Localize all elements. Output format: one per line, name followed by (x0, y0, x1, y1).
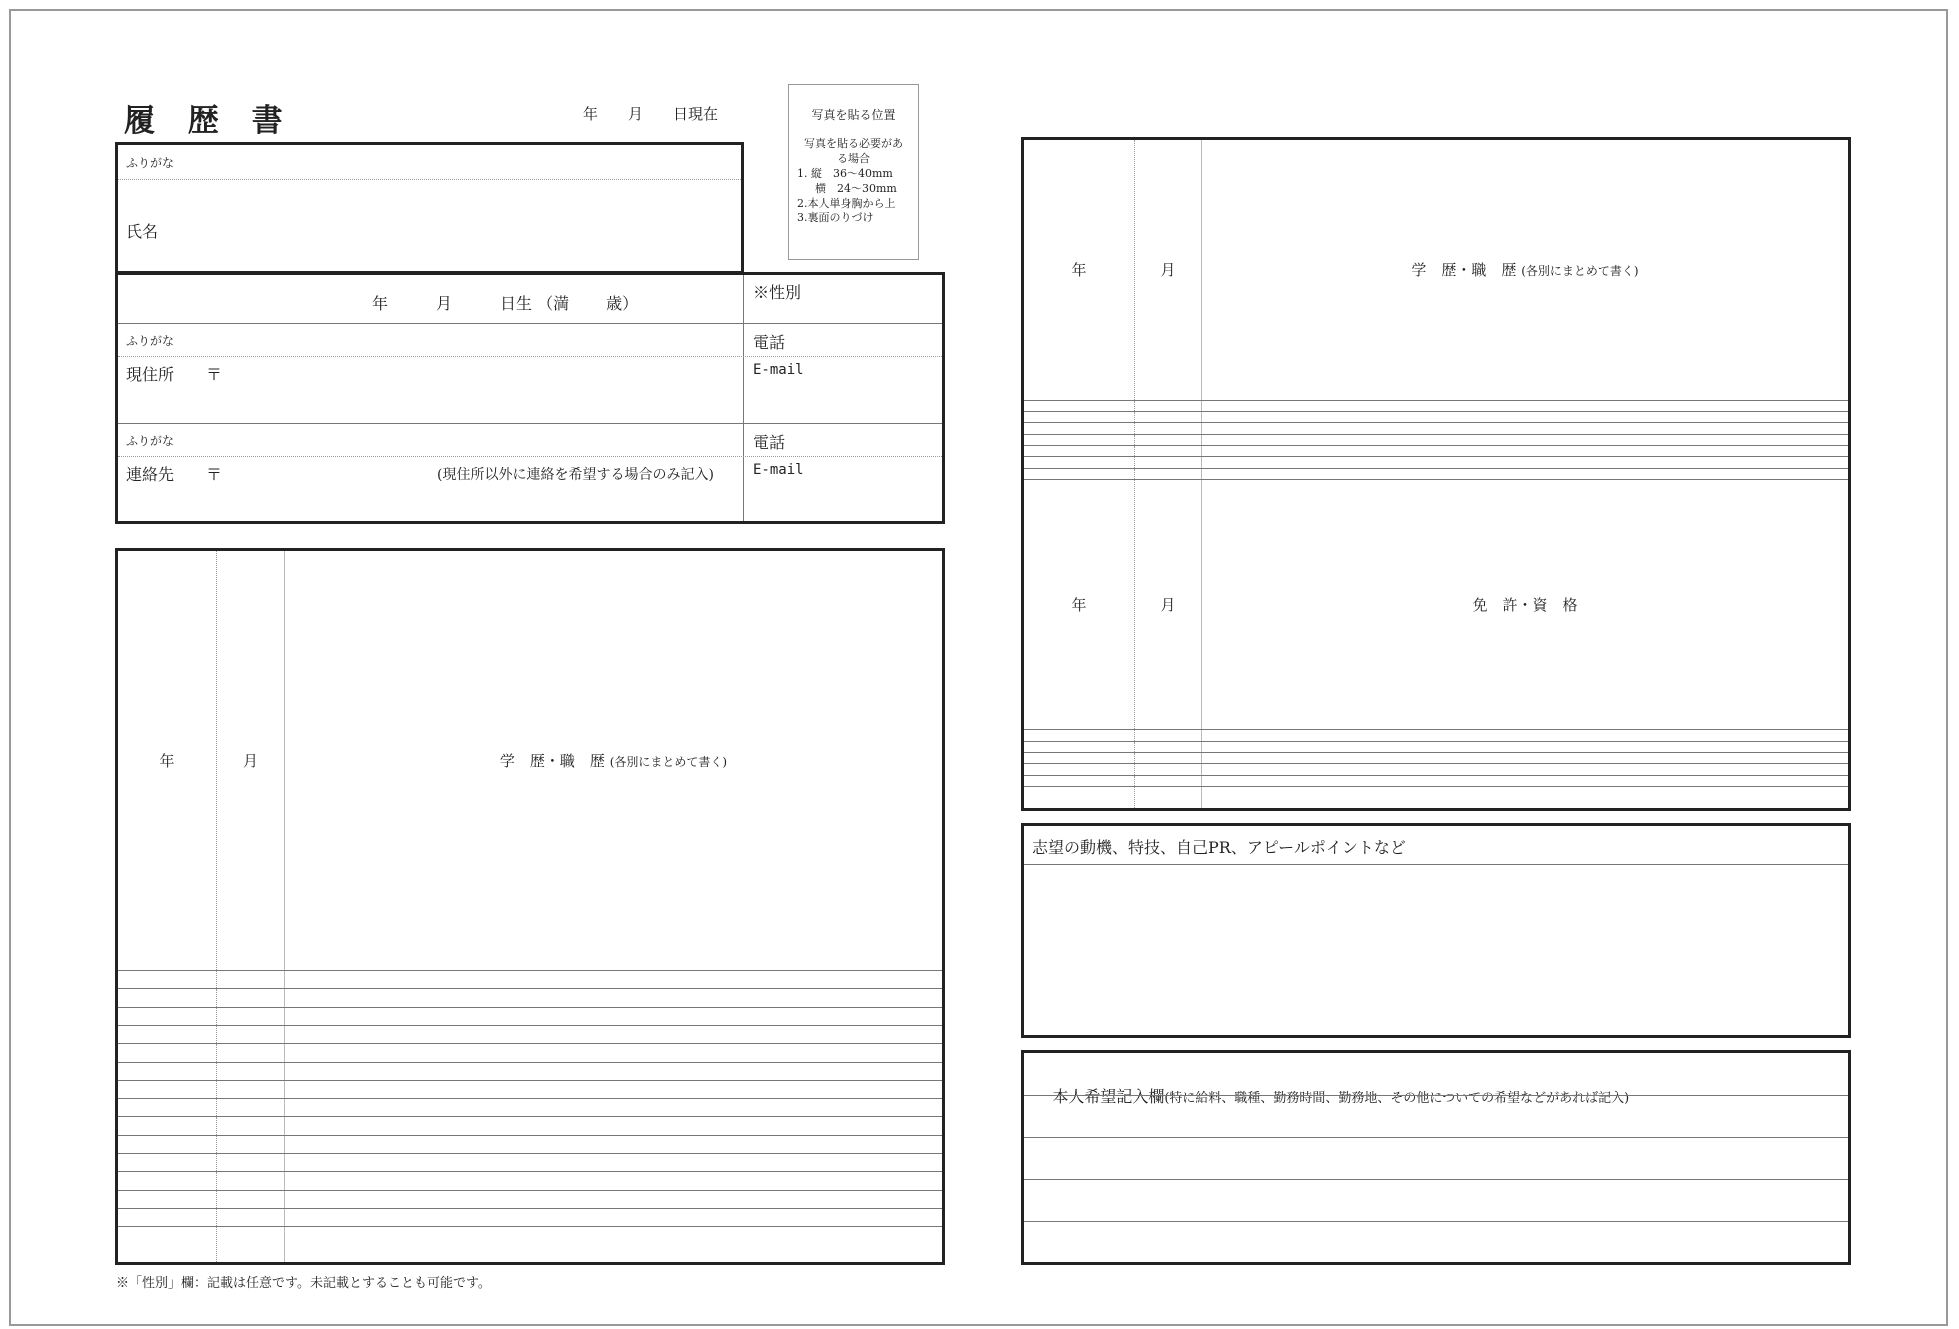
table-row (1023, 411, 1850, 422)
month-cell[interactable] (1135, 775, 1202, 786)
month-cell[interactable] (1135, 764, 1202, 775)
table-row (117, 1208, 944, 1226)
year-cell[interactable] (1023, 741, 1135, 752)
motivation-label: 志望の動機、特技、自己PR、アピールポイントなど (1032, 838, 1406, 857)
content-cell[interactable] (1202, 411, 1850, 422)
content-cell[interactable] (285, 1227, 944, 1264)
col-year-header: 年 (1023, 139, 1135, 401)
year-cell[interactable] (117, 1190, 217, 1208)
wishes-row-divider (1024, 1221, 1848, 1222)
personal-info-section (115, 272, 945, 524)
month-cell[interactable] (1135, 730, 1202, 741)
year-cell[interactable] (1023, 446, 1135, 457)
year-cell[interactable] (1023, 753, 1135, 764)
license-col-content-header: 免 許・資 格 (1202, 480, 1850, 730)
wishes-row-divider (1024, 1179, 1848, 1180)
photo-placeholder (788, 84, 919, 260)
table-row (1023, 764, 1850, 775)
name-label: 氏名 (126, 222, 159, 241)
furigana-divider (118, 179, 741, 180)
photo-note-2: る場合 (837, 152, 870, 166)
table-row (1023, 775, 1850, 786)
month-cell[interactable] (217, 971, 285, 989)
photo-title: 写真を貼る位置 (811, 108, 896, 122)
month-cell[interactable] (217, 1025, 285, 1043)
year-cell[interactable] (117, 1117, 217, 1135)
content-cell[interactable] (1202, 787, 1850, 810)
month-cell[interactable] (217, 1154, 285, 1172)
contact-email-label: E-mail (753, 462, 804, 478)
table-row (117, 989, 944, 1007)
license-header-row (1023, 480, 1850, 730)
content-cell[interactable] (285, 971, 944, 989)
year-cell[interactable] (1023, 434, 1135, 445)
table-row (117, 1117, 944, 1135)
content-cell[interactable] (285, 1135, 944, 1153)
year-cell[interactable] (1023, 457, 1135, 468)
year-cell[interactable] (117, 1080, 217, 1098)
table-row (117, 1135, 944, 1153)
birth-date-label: 年 月 日生 （満 歳） (372, 294, 639, 313)
name-section (115, 142, 744, 274)
month-cell[interactable] (217, 1117, 285, 1135)
content-cell[interactable] (285, 1172, 944, 1190)
table-header-row (1023, 139, 1850, 401)
content-cell[interactable] (285, 1044, 944, 1062)
as-of-date: 年 月 日現在 (583, 105, 719, 123)
wishes-section (1021, 1050, 1851, 1265)
contact-furigana-label: ふりがな (126, 434, 175, 448)
address-furigana-label: ふりがな (126, 334, 175, 348)
info-row-divider (118, 456, 942, 457)
info-row-divider (118, 423, 942, 424)
year-cell[interactable] (1023, 730, 1135, 741)
year-cell[interactable] (117, 989, 217, 1007)
month-cell[interactable] (1135, 434, 1202, 445)
contact-label: 連絡先 〒 (126, 465, 223, 484)
month-cell[interactable] (217, 1227, 285, 1264)
photo-item-1b: 横 24～30mm (815, 181, 897, 195)
table-row (1023, 434, 1850, 445)
month-cell[interactable] (217, 1190, 285, 1208)
content-cell[interactable] (1202, 764, 1850, 775)
wishes-note: (特に給料、職種、勤務時間、勤務地、その他についての希望などがあれば記入) (1164, 1091, 1630, 1106)
year-cell[interactable] (117, 1172, 217, 1190)
month-cell[interactable] (1135, 423, 1202, 434)
photo-item-2: 2.本人単身胸から上 (797, 196, 896, 210)
content-cell[interactable] (1202, 741, 1850, 752)
year-cell[interactable] (1023, 423, 1135, 434)
year-cell[interactable] (1023, 787, 1135, 810)
page-title: 履 歴 書 (124, 103, 294, 139)
wishes-row-divider (1024, 1095, 1848, 1096)
year-cell[interactable] (117, 1154, 217, 1172)
year-cell[interactable] (117, 1099, 217, 1117)
table-row (117, 1044, 944, 1062)
month-cell[interactable] (217, 1208, 285, 1226)
contact-phone-label: 電話 (753, 433, 786, 452)
month-cell[interactable] (1135, 787, 1202, 810)
table-row (117, 1080, 944, 1098)
furigana-label: ふりがな (126, 156, 175, 170)
col-content-note: (各別にまとめて書く) (609, 755, 728, 770)
year-cell[interactable] (117, 971, 217, 989)
table-row (117, 1154, 944, 1172)
table-row (117, 1099, 944, 1117)
col-month-header: 月 (217, 550, 285, 971)
month-cell[interactable] (217, 989, 285, 1007)
year-cell[interactable] (1023, 468, 1135, 479)
wishes-row-divider (1024, 1137, 1848, 1138)
phone-label: 電話 (753, 333, 786, 352)
year-cell[interactable] (1023, 764, 1135, 775)
table-row (1023, 446, 1850, 457)
content-cell[interactable] (285, 1208, 944, 1226)
content-cell[interactable] (285, 1007, 944, 1025)
motivation-divider (1024, 864, 1848, 865)
table-row (1023, 400, 1850, 411)
year-cell[interactable] (117, 1044, 217, 1062)
year-cell[interactable] (117, 1062, 217, 1080)
content-cell[interactable] (285, 989, 944, 1007)
gender-footnote: ※「性別」欄：記載は任意です。未記載とすることも可能です。 (116, 1276, 491, 1291)
month-cell[interactable] (1135, 468, 1202, 479)
content-cell[interactable] (1202, 730, 1850, 741)
license-col-year-header: 年 (1023, 480, 1135, 730)
col-content-title: 学 歴・職 歴 (499, 752, 605, 771)
content-cell[interactable] (1202, 753, 1850, 764)
table-row (117, 1172, 944, 1190)
year-cell[interactable] (117, 1227, 217, 1264)
content-cell[interactable] (285, 1062, 944, 1080)
month-cell[interactable] (217, 1062, 285, 1080)
info-column-divider (743, 275, 744, 521)
month-cell[interactable] (1135, 753, 1202, 764)
contact-note: (現住所以外に連絡を希望する場合のみ記入) (437, 467, 714, 483)
col-month-header: 月 (1135, 139, 1202, 401)
photo-item-3: 3.裏面のりづけ (797, 211, 874, 225)
month-cell[interactable] (1135, 411, 1202, 422)
table-header-row (117, 550, 944, 971)
history-table-right (1021, 137, 1851, 811)
month-cell[interactable] (217, 1172, 285, 1190)
month-cell[interactable] (217, 1135, 285, 1153)
info-row-divider (118, 323, 942, 324)
month-cell[interactable] (217, 1044, 285, 1062)
month-cell[interactable] (217, 1007, 285, 1025)
year-cell[interactable] (1023, 775, 1135, 786)
email-label: E-mail (753, 362, 804, 378)
table-row (1023, 787, 1850, 810)
year-cell[interactable] (117, 1025, 217, 1043)
table-row (117, 1190, 944, 1208)
motivation-section (1021, 823, 1851, 1038)
table-row (117, 1025, 944, 1043)
content-cell[interactable] (1202, 468, 1850, 479)
content-cell[interactable] (285, 1190, 944, 1208)
content-cell[interactable] (1202, 423, 1850, 434)
table-row (1023, 753, 1850, 764)
month-cell[interactable] (1135, 457, 1202, 468)
gender-label: ※性別 (753, 283, 802, 302)
col-content-header (1202, 139, 1850, 401)
content-cell[interactable] (1202, 446, 1850, 457)
col-content-note: (各別にまとめて書く) (1521, 264, 1639, 279)
content-cell[interactable] (285, 1117, 944, 1135)
history-table-left (115, 548, 945, 1265)
wishes-title: 本人希望記入欄 (1052, 1087, 1165, 1106)
table-row (1023, 741, 1850, 752)
year-cell[interactable] (1023, 400, 1135, 411)
year-cell[interactable] (117, 1208, 217, 1226)
address-label: 現住所 〒 (126, 365, 223, 384)
info-row-divider (118, 356, 942, 357)
col-content-header (285, 550, 944, 971)
col-content-title: 学 歴・職 歴 (1411, 261, 1517, 280)
table-row (117, 1227, 944, 1264)
year-cell[interactable] (1023, 411, 1135, 422)
content-cell[interactable] (285, 1154, 944, 1172)
photo-note-1: 写真を貼る必要があ (804, 137, 903, 151)
photo-item-1: 1. 縦 36～40mm (797, 166, 893, 180)
month-cell[interactable] (1135, 446, 1202, 457)
table-row (1023, 468, 1850, 479)
content-cell[interactable] (285, 1025, 944, 1043)
table-row (1023, 423, 1850, 434)
table-row (117, 1062, 944, 1080)
content-cell[interactable] (1202, 775, 1850, 786)
year-cell[interactable] (117, 1007, 217, 1025)
month-cell[interactable] (217, 1099, 285, 1117)
table-row (1023, 457, 1850, 468)
content-cell[interactable] (285, 1099, 944, 1117)
table-row (1023, 730, 1850, 741)
month-cell[interactable] (217, 1080, 285, 1098)
table-row (117, 971, 944, 989)
content-cell[interactable] (1202, 457, 1850, 468)
col-year-header: 年 (117, 550, 217, 971)
content-cell[interactable] (1202, 400, 1850, 411)
month-cell[interactable] (1135, 400, 1202, 411)
table-row (117, 1007, 944, 1025)
year-cell[interactable] (117, 1135, 217, 1153)
content-cell[interactable] (285, 1080, 944, 1098)
license-col-month-header: 月 (1135, 480, 1202, 730)
month-cell[interactable] (1135, 741, 1202, 752)
content-cell[interactable] (1202, 434, 1850, 445)
